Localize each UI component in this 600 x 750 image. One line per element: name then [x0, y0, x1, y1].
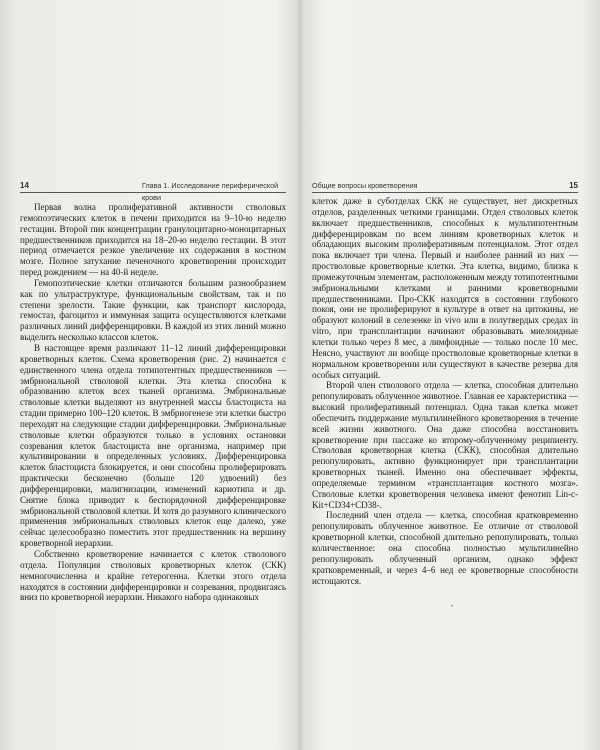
- page-number: 14: [20, 181, 29, 190]
- left-page-body: [20, 202, 286, 603]
- left-page-header: [20, 180, 286, 202]
- right-page-header: [312, 180, 578, 193]
- paragraph: клеток даже в суботделах СКК не существует, нет дискретных отделов, разделенных четкими границами. Отдел стволовых клеток включает предшественников, способных к мультипотентным дифференцировкам по всем линиям кроветворных клеток и обладающих высоким пролиферативным потенциалом. Этот отдел пока включает три члена. Первый и наиболее ранний из них — простволовые кроветворные клетки. Эта клетка, видимо, близка к промежуточным элементам, расположенным между тотипотентными эмбриональными клетками и ранними кроветворными предшественниками. Про-СКК находятся в состоянии глубокого покоя, они не пролиферируют в культуре в ответ на цитокины, не образуют колоний в селезенке in vivo или в полутвердых средах in vitro, при трансплантации начинают образовывать миелоидные клетки только через 8 мес, а лимфоидные — только после 10 мес. Неясно, участвуют ли вообще простволовые кроветворные клетки в нормальном кроветворении или существуют в качестве резерва для особых ситуаций.: [312, 196, 578, 380]
- page-number: 15: [569, 181, 578, 190]
- paragraph: Первая волна пролиферативной активности стволовых гемопоэтических клеток в печени приходится на 9–10-ю неделю гестации. Второй пик концентрации гранулоцитарно-моноцитарных предшественников приходится на 18–20-ю неделю гестации. В этот период отмечается резкое увеличение их содержания в костном мозге. Полное затухание печеночного кроветворения происходит перед рождением — на 40-й неделе.: [20, 202, 286, 278]
- running-head: Общие вопросы кроветворения: [312, 181, 418, 190]
- paragraph: Второй член стволового отдела — клетка, способная длительно репопулировать облученное животное. Главная ее характеристика — высокий пролиферативный потенциал. Одна такая клетка может обеспечить поддержание мультилинейного кроветворения в течение всей жизни животного. Она даже способна восстановить кроветворение при пассаже ко второму-облученному реципиенту. Стволовая кроветворная клетка (СКК), способная длительно репопулировать, активно функционирует при трансплантации кроветворных тканей. Именно она обеспечивает эффекты, определяемые термином «трансплантация костного мозга». Стволовые клетки кроветворения человека имеют фенотип Lin-c-Kit+CD34+CD38-.: [312, 380, 578, 510]
- left-page: [20, 180, 286, 603]
- paragraph: Собственно кроветворение начинается с клеток стволового отдела. Популяция стволовых кроветворных клеток (СКК) немногочисленна и крайне гетерогенна. Клетки этого отдела находятся в состоянии дифференцировки и созревания, продвигаясь вниз по кроветворной иерархии. Никакого набора одинаковых: [20, 549, 286, 603]
- paragraph: В настоящее время различают 11–12 линий дифференцировки кроветворных клеток. Схема кроветворения (рис. 2) начинается с единственного члена отдела тотипотентных предшественников — эмбриональной стволовой клетки. Эта клетка способна к образованию клеток всех тканей организма. Эмбриональные стволовые клетки выделяют из внутренней массы бластоциста на стадии примерно 100–120 клеток. В эмбриогенезе эти клетки быстро переходят на следующие стадии дифференцировки. Эмбриональные стволовые клетки образуются только в условиях остановки созревания клеток бластоциста вне организма, например при культивировании в определенных условиях. Дифференцировка клеток бластоциста блокируется, и они способны пролиферировать практически бесконечно (больше 120 удвоений) без дифференцировки, малигнизации, изменений кариотипа и др. Снятие блока приводит к беспорядочной дифференцировке эмбриональной стволовой клетки. И хотя до разумного клинического применения эмбриональных стволовых клеток еще далеко, уже сейчас целесообразно поместить этот предшественник на вершину кроветворной иерархии.: [20, 342, 286, 549]
- right-page-body: [312, 196, 578, 586]
- page-speck: •: [451, 604, 454, 610]
- paragraph: Гемопоэтические клетки отличаются большим разнообразием как по ультраструктуре, функциональным свойствам, так и по степени зрелости. Такие функции, как транспорт кислорода, гемостаз, фагоцитоз и иммунная защита осуществляются клетками различных линий дифференцировки. В каждой из этих линий можно выделить несколько классов клеток.: [20, 277, 286, 343]
- paragraph: Последний член отдела — клетка, способная кратковременно репопулировать облученное животное. Ее отличие от стволовой кроветворной клетки, способной длительно репопулировать, только количественное: она способна полностью мультилинейно репопулировать облученный организм, однако эффект кратковременный, и через 4–6 нед ее кроветворные способности истощаются.: [312, 510, 578, 586]
- running-head: Глава 1. Исследование периферической крови: [142, 181, 279, 202]
- right-page: [312, 180, 578, 586]
